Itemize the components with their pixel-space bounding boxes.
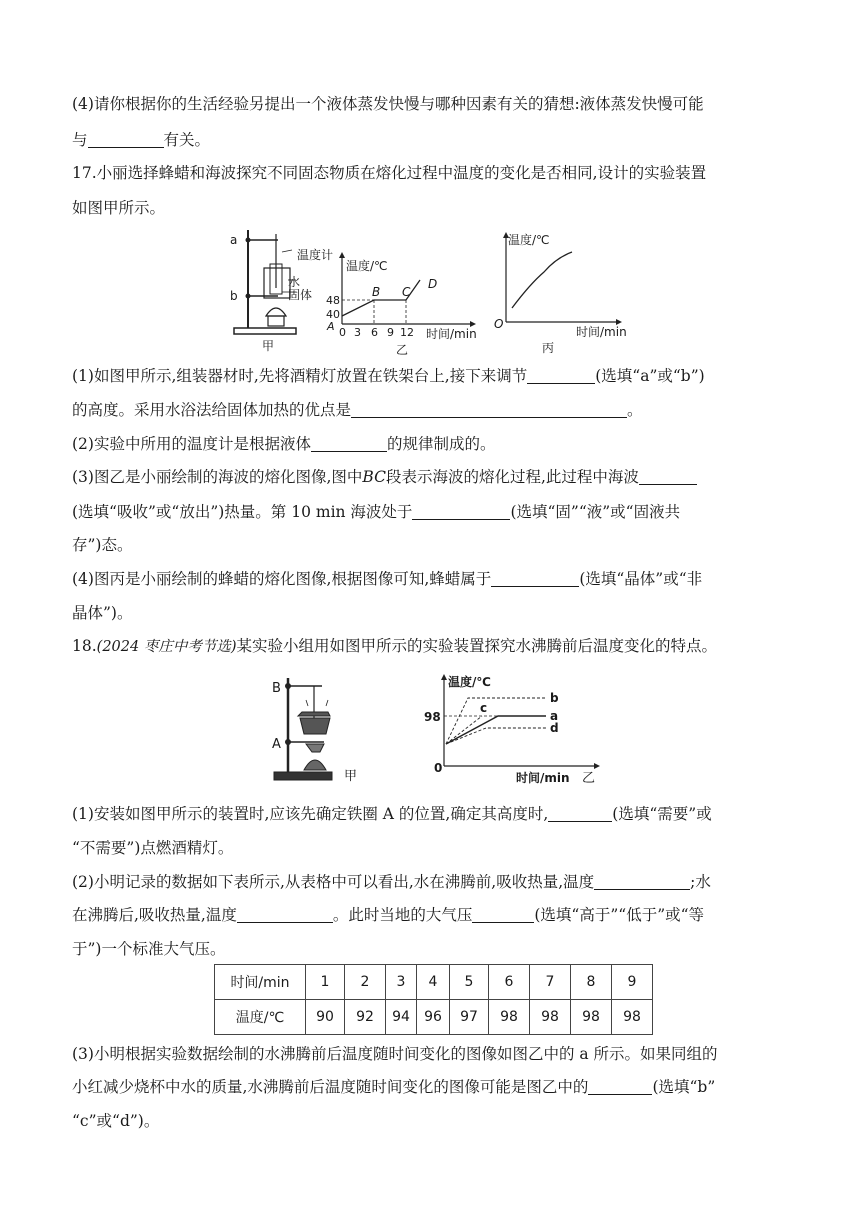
bing-ylabel: 温度/℃ (508, 233, 550, 247)
label-b: b (230, 289, 238, 303)
table-cell: 97 (450, 1000, 489, 1035)
q18-3-line1 (72, 1044, 718, 1064)
q17-intro-line1 (72, 163, 706, 183)
q18-3-line3 (72, 1111, 159, 1131)
table-cell: 96 (417, 1000, 450, 1035)
curve-label-b: b (550, 691, 559, 705)
q17-fig-bing-graph (490, 228, 640, 356)
table-cell: 98 (489, 1000, 530, 1035)
q18-2-line1 (72, 872, 711, 892)
q17-3-text-d: (选填“固”“液”或“固液共 (510, 503, 681, 521)
q18-1-line2 (72, 838, 233, 858)
curve-label-d: d (550, 721, 559, 735)
table-cell: 98 (612, 1000, 653, 1035)
yi18-ylabel: 温度/℃ (448, 675, 491, 689)
q18-1-text-a: (1)安装如图甲所示的装置时,应该先确定铁圈 A 的位置,确定其高度时, (72, 805, 549, 823)
label-thermometer: 温度计 (297, 248, 334, 262)
q17-4-line2 (72, 603, 132, 623)
answer-blank[interactable] (88, 131, 164, 148)
q18-3-text-c: (选填“b” (652, 1078, 716, 1096)
q18-3-line2 (72, 1077, 715, 1097)
q16-4-line1 (72, 94, 704, 114)
q17-4-line1 (72, 569, 702, 589)
yi-point-C: C (402, 285, 411, 299)
yi-point-A: A (327, 320, 335, 333)
bing-origin: O (494, 317, 504, 331)
table-cell: 8 (571, 965, 612, 1000)
yi-xlabel: 时间/min (426, 327, 477, 341)
table-cell: 2 (345, 965, 386, 1000)
table-cell: 94 (386, 1000, 417, 1035)
q16-4-text-a: 与 (72, 131, 88, 149)
table-cell: 1 (306, 965, 345, 1000)
q18-1-text-b: (选填“需要”或 (612, 805, 712, 823)
q18-2-line3 (72, 939, 225, 959)
table-cell: 98 (571, 1000, 612, 1035)
q18-1-text-c: “不需要”)点燃酒精灯。 (72, 839, 234, 857)
q18-2-text-b: ;水 (690, 873, 711, 891)
table-cell: 92 (345, 1000, 386, 1035)
yi-point-B: B (372, 285, 381, 299)
fig-caption-jia-18: 甲 (344, 769, 358, 784)
answer-blank[interactable] (548, 805, 612, 822)
q17-3-text-a: (3)图乙是小丽绘制的海波的熔化图像,图中 (72, 468, 363, 486)
table-row (215, 965, 653, 1000)
q17-intro-line2 (72, 198, 165, 218)
answer-blank[interactable] (351, 401, 627, 418)
yi-xtick-12: 12 (400, 326, 414, 339)
q18-intro-source: (2024 枣庄中考节选) (96, 639, 237, 655)
q17-2-text-a: (2)实验中所用的温度计是根据液体 (72, 435, 311, 453)
table-cell: 4 (417, 965, 450, 1000)
q16-4-line2 (72, 130, 210, 150)
q16-4-text-b: 有关。 (163, 131, 211, 149)
table-header-temp: 温度/℃ (215, 1000, 306, 1035)
label-B: B (272, 681, 281, 696)
q17-1-text-b: (选填“a”或“b”) (595, 367, 705, 385)
yi-point-D: D (428, 277, 438, 291)
q17-3-text-bc: BC (362, 468, 386, 486)
q17-fig-yi-graph (326, 250, 486, 358)
label-a: a (230, 233, 238, 247)
q17-3-line3 (72, 535, 132, 555)
q17-1-text-d: 。 (627, 401, 643, 419)
q17-4-text-b: (选填“晶体”或“非 (579, 570, 703, 588)
label-water: 水 (288, 275, 301, 289)
fig-caption-yi: 乙 (396, 343, 409, 357)
answer-blank[interactable] (311, 435, 387, 452)
q18-3-text-d: “c”或“d”)。 (72, 1112, 160, 1130)
q17-3-text-e: 存”)态。 (72, 536, 133, 554)
answer-blank[interactable] (472, 906, 534, 923)
q17-1-text-a: (1)如图甲所示,组装器材时,先将酒精灯放置在铁架台上,接下来调节 (72, 367, 528, 385)
yi-xtick-3: 3 (354, 326, 361, 339)
table-header-time: 时间/min (215, 965, 306, 1000)
q16-4-text: (4)请你根据你的生活经验另提出一个液体蒸发快慢与哪种因素有关的猜想:液体蒸发快慢可能 (72, 95, 704, 113)
q18-2-text-c: 在沸腾后,吸收热量,温度 (72, 906, 237, 924)
curve-label-a: a (550, 709, 559, 723)
q18-fig-yi-graph (420, 672, 620, 788)
q18-2-text-d: 。此时当地的大气压 (332, 906, 473, 924)
q17-3-text-b: 段表示海波的熔化过程,此过程中海波 (385, 468, 639, 486)
table-cell: 6 (489, 965, 530, 1000)
q17-intro-text1: 17.小丽选择蜂蜡和海波探究不同固态物质在熔化过程中温度的变化是否相同,设计的实验装置 (72, 164, 707, 182)
label-solid: 固体 (288, 288, 313, 302)
table-row (215, 1000, 653, 1035)
q18-3-text-a: (3)小明根据实验数据绘制的水沸腾前后温度随时间变化的图像如图乙中的 a 所示。如果同组的 (72, 1045, 718, 1063)
q17-1-text-c: 的高度。采用水浴法给固体加热的优点是 (72, 401, 352, 419)
q18-2-text-a: (2)小明记录的数据如下表所示,从表格中可以看出,水在沸腾前,吸收热量,温度 (72, 873, 595, 891)
q18-1-line1 (72, 804, 712, 824)
answer-blank[interactable] (491, 570, 579, 587)
q17-3-line2 (72, 502, 680, 522)
q17-3-text-c: (选填“吸收”或“放出”)热量。第 10 min 海波处于 (72, 503, 413, 521)
table-cell: 7 (530, 965, 571, 1000)
fig-caption-jia: 甲 (262, 339, 275, 353)
yi-ylabel: 温度/℃ (346, 259, 388, 273)
table-cell: 5 (450, 965, 489, 1000)
q17-4-text-a: (4)图丙是小丽绘制的蜂蜡的熔化图像,根据图像可知,蜂蜡属于 (72, 570, 492, 588)
q18-2-line2 (72, 905, 704, 925)
q18-intro-text: 某实验小组用如图甲所示的实验装置探究水沸腾前后温度变化的特点。 (236, 637, 717, 655)
q17-2-text-b: 的规律制成的。 (386, 435, 496, 453)
yi-xtick-6: 6 (371, 326, 378, 339)
yi-ytick-40: 40 (326, 308, 340, 321)
label-A: A (272, 737, 281, 752)
yi18-xlabel: 时间/min (516, 771, 570, 785)
q18-intro-num: 18. (72, 637, 97, 655)
answer-blank[interactable] (412, 503, 510, 520)
q18-2-text-f: 于”)一个标准大气压。 (72, 940, 226, 958)
table-cell: 90 (306, 1000, 345, 1035)
q17-1-line2 (72, 400, 643, 420)
q18-fig-jia-apparatus (268, 672, 368, 788)
answer-blank[interactable] (527, 367, 595, 384)
temperature-data-table (214, 964, 653, 1035)
yi-xtick-9: 9 (387, 326, 394, 339)
answer-blank[interactable] (594, 873, 690, 890)
answer-blank[interactable] (237, 906, 333, 923)
q18-2-text-e: (选填“高于”“低于”或“等 (534, 906, 705, 924)
answer-blank[interactable] (588, 1078, 652, 1095)
q18-intro-line (72, 636, 717, 657)
fig-caption-yi-18: 乙 (582, 771, 596, 786)
q18-3-text-b: 小红减少烧杯中水的质量,水沸腾前后温度随时间变化的图像可能是图乙中的 (72, 1078, 589, 1096)
q17-4-text-c: 晶体”)。 (72, 604, 133, 622)
q17-3-line1 (72, 467, 697, 487)
q17-1-line1 (72, 366, 705, 386)
yi18-origin: 0 (434, 761, 443, 775)
yi-ytick-48: 48 (326, 294, 340, 307)
bing-xlabel: 时间/min (576, 325, 627, 339)
table-cell: 98 (530, 1000, 571, 1035)
fig-caption-bing: 丙 (542, 341, 555, 355)
yi-xtick-0: 0 (339, 326, 346, 339)
q17-intro-text2: 如图甲所示。 (72, 199, 166, 217)
answer-blank[interactable] (639, 468, 697, 485)
table-cell: 3 (386, 965, 417, 1000)
curve-label-c: c (480, 701, 488, 715)
q17-2-line (72, 434, 495, 454)
table-cell: 9 (612, 965, 653, 1000)
yi18-ytick-98: 98 (424, 710, 441, 724)
